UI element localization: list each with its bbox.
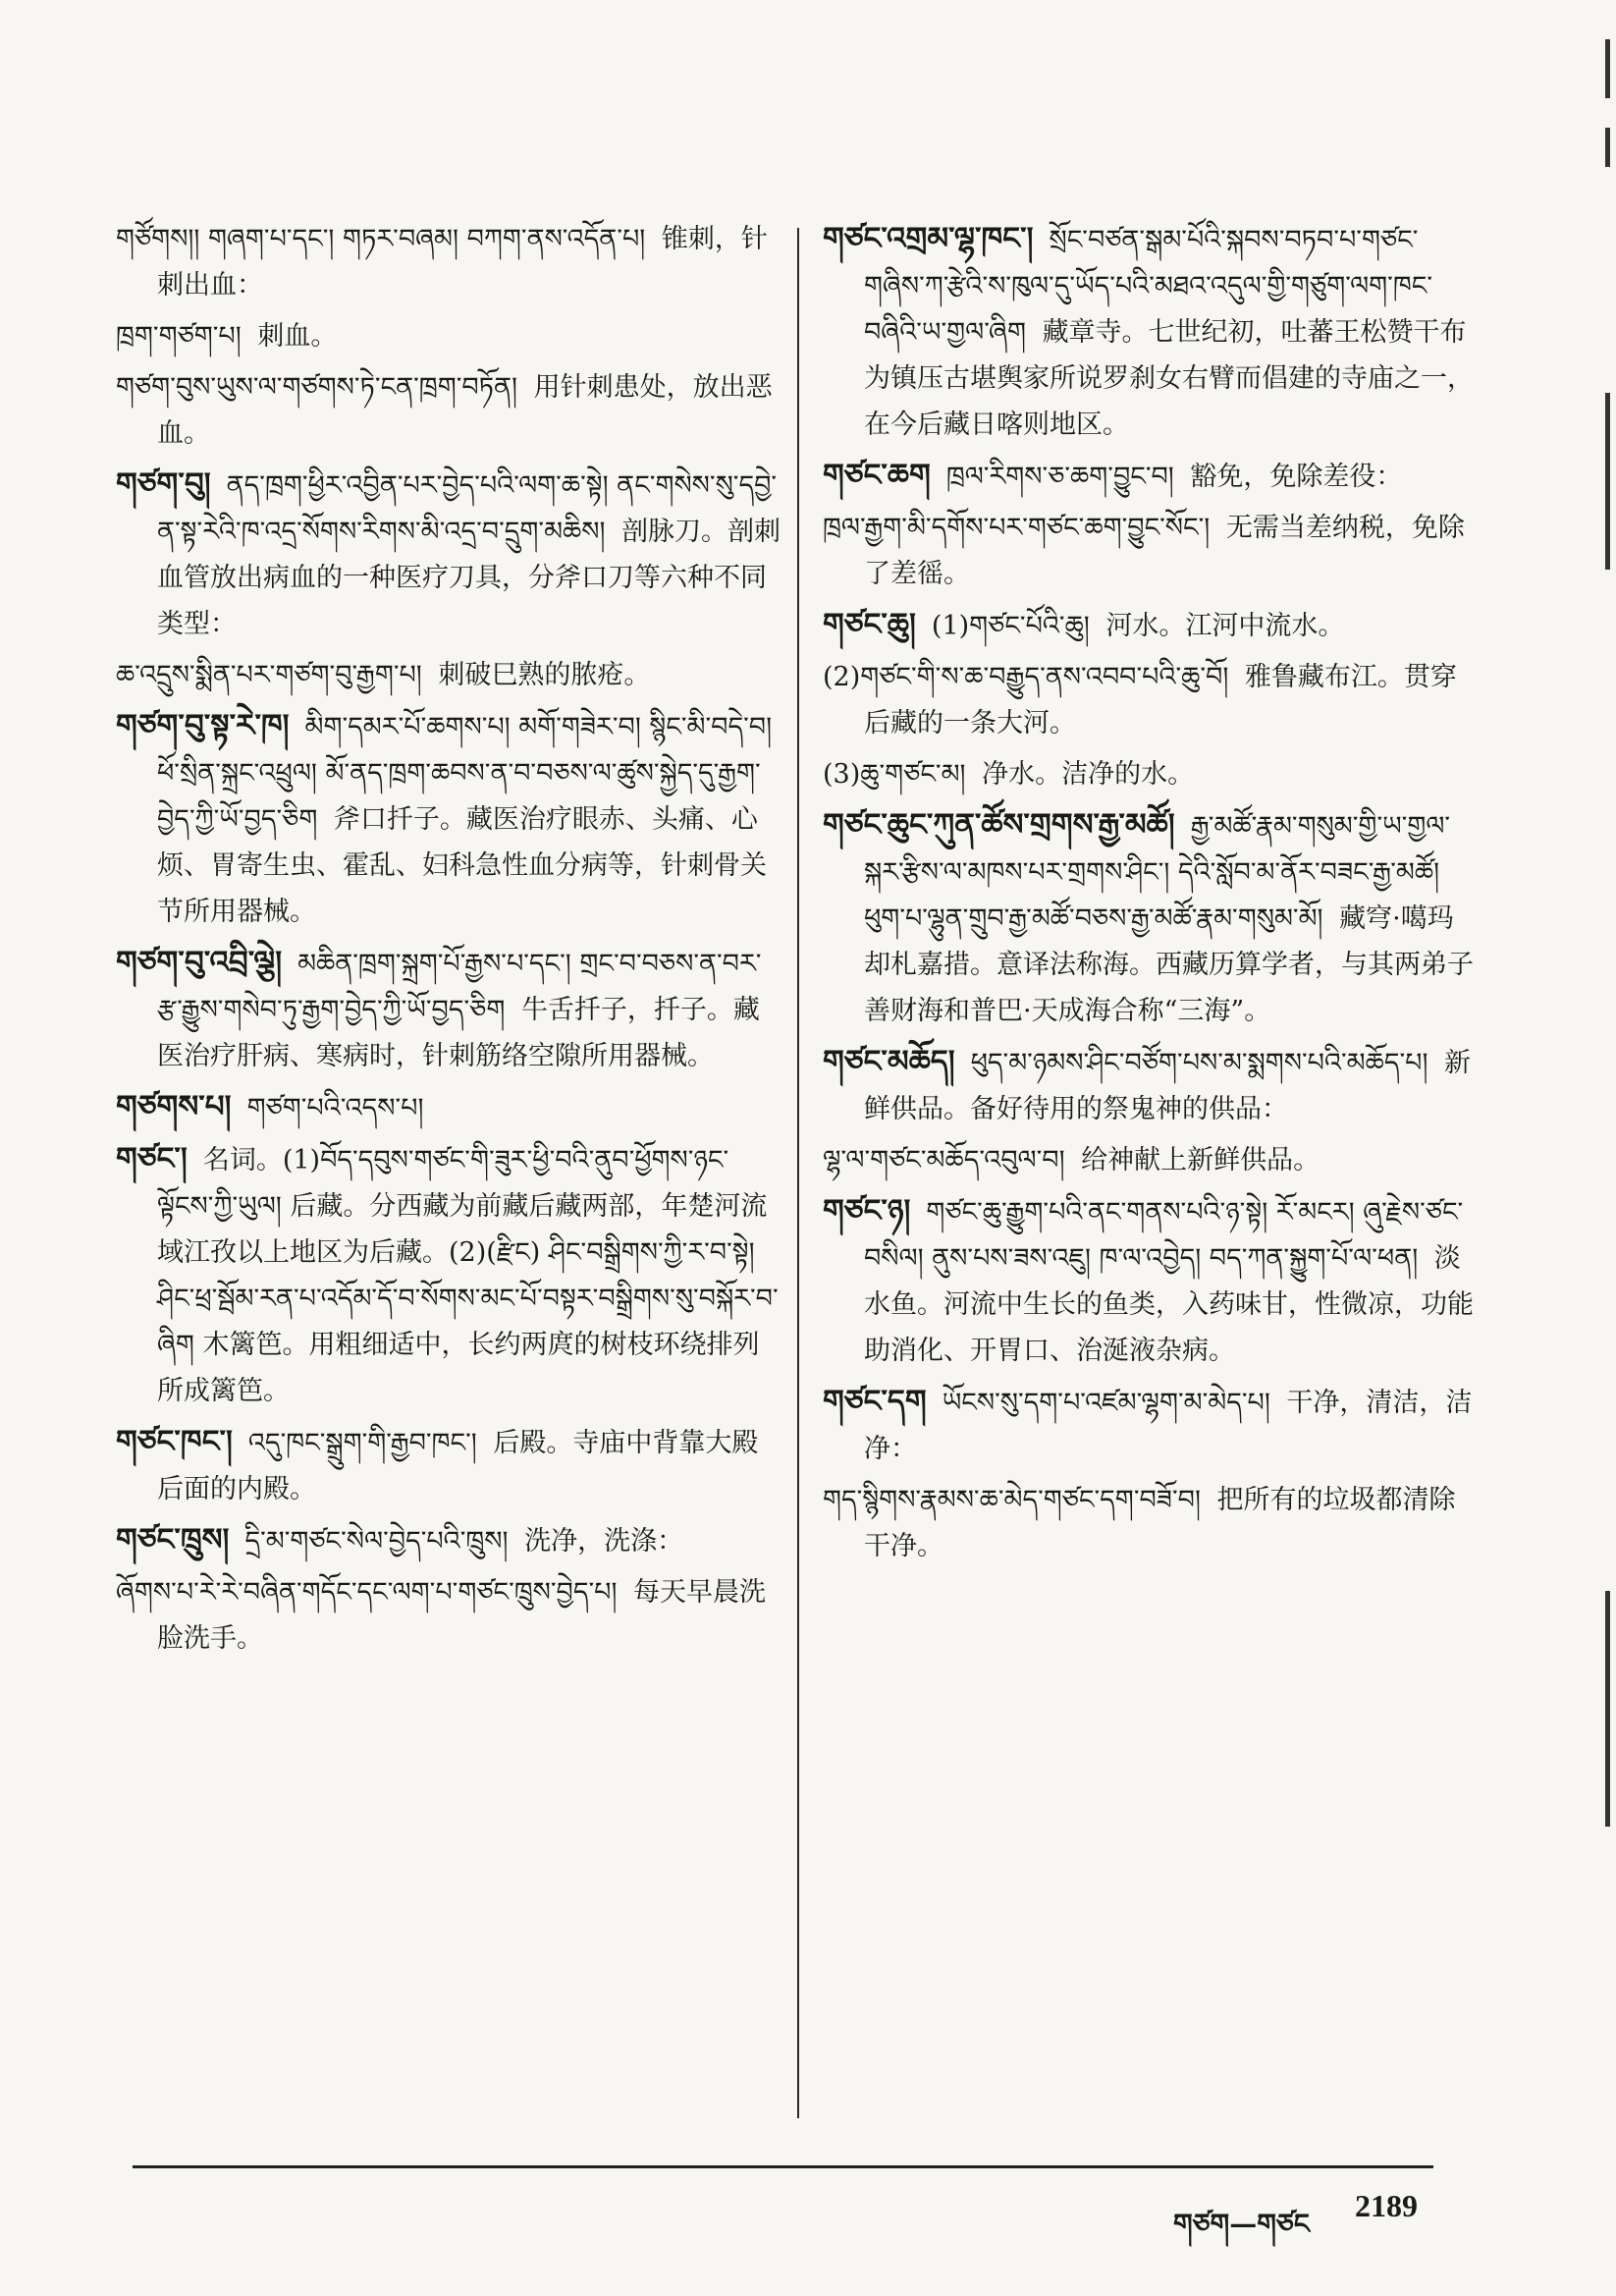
entry-headword: གཙང་འགྲམ་ལྷ་ཁང་། <box>823 221 1034 256</box>
dictionary-entry <box>823 654 1479 746</box>
dictionary-entry <box>116 216 783 308</box>
entry-chinese-gloss: 藏章寺。七世纪初，吐蕃王松赞干布为镇压古堪舆家所说罗刹女右臂而倡建的寺庙之一，在今后藏日喀则地区。 <box>864 317 1474 440</box>
dictionary-entry <box>116 1569 783 1662</box>
entry-chinese-gloss: 名词。(1)བོད་དབུས་གཙང་གི་ཟུར་ཕྱི་བའི་ནུབ་ཕྱོགས་ཉང་ལྟོངས་ཀྱི་ཡུལ། 后藏。分西藏为前藏后藏两部，年楚河流域江孜以上地区为后藏。(2)(རྫིང) ཤིང་བསྒྲིགས་ཀྱི་ར་བ་སྟེ། ཤིང་ཕྲ་སྦོམ་རན་པ་འདོམ་དོ་བ་སོགས་མང་པོ་བསྟར་བསྒྲིགས་སུ་བསྐོར་བ་ཞིག 木篱笆。用粗细适中，长约两庹的树枝环绕排列所成篱笆。 <box>157 1145 779 1406</box>
entry-tibetan-definition: གཙག་བུས་ཡུས་ལ་གཙགས་ཏེ་ངན་ཁྲག་བཏོན། <box>116 372 526 403</box>
entry-tibetan-definition: དྲི་མ་གཙང་སེལ་བྱེད་པའི་ཁྲུས། <box>244 1526 517 1557</box>
dictionary-entry <box>823 602 1479 649</box>
entry-tibetan-definition: གཙང་ཆུ་རྒྱུག་པའི་ནང་གནས་པའི་ཉ་སྟེ། རོ་མངར། ཞུ་རྗེས་ཙང་བསིལ། ནུས་པས་ཟས་འཇུ། ཁ་ལ་འབྱེད། བད་ཀན་སྐྱུག་པོ་ལ་ཕན། <box>864 1197 1464 1274</box>
dictionary-entry <box>116 1136 783 1414</box>
page-headword-range: གཙག—གཙང <box>1173 2208 1310 2240</box>
entry-headword: གཙང་ཆག <box>823 458 931 493</box>
dictionary-entry <box>116 313 783 359</box>
entry-chinese-gloss: 剖脉刀。剖刺血管放出病血的一种医疗刀具，分斧口刀等六种不同类型： <box>157 517 781 639</box>
entry-headword: གཙག་བུ། <box>116 466 211 502</box>
entry-chinese-gloss: 豁免，免除差役： <box>1190 462 1403 492</box>
entry-chinese-gloss: 用针刺患处，放出恶血。 <box>157 372 773 449</box>
entry-chinese-gloss: 淡水鱼。河流中生长的鱼类，入药味甘，性微凉，功能助消化、开胃口、治涎液杂病。 <box>864 1243 1474 1366</box>
entry-headword: གཙང་ཁྲུས། <box>116 1522 230 1558</box>
entry-tibetan-definition: ཕུད་མ་ཉམས་ཤིང་བཙོག་པས་མ་སྨགས་པའི་མཆོད་པ། <box>970 1048 1437 1078</box>
entry-chinese-gloss: 锥刺，针刺出血： <box>157 224 768 301</box>
dictionary-entry <box>823 216 1479 448</box>
entry-tibetan-definition: ཞོགས་པ་རེ་རེ་བཞིན་གདོང་དང་ལག་པ་གཙང་ཁྲུས་བྱེད་པ། <box>116 1577 626 1608</box>
entry-tibetan-definition: གད་སྙིགས་རྣམས་ཆ་མེད་གཙང་དག་བཟོ་བ། <box>823 1485 1210 1515</box>
entry-tibetan-definition: ལྷ་ལ་གཙང་མཆོད་འབུལ་བ། <box>823 1145 1074 1175</box>
entry-chinese-gloss: 净水。洁净的水。 <box>982 759 1195 790</box>
entry-chinese-gloss: 斧口扦子。藏医治疗眼赤、头痛、心烦、胃寄生虫、霍乱、妇科急性血分病等，针刺骨关节所用器械。 <box>157 804 767 927</box>
entry-headword: གཙག་བུ་འབྲི་ལྕེ། <box>116 945 283 980</box>
entry-chinese-gloss: 牛舌扦子，扦子。藏医治疗肝病、寒病时，针刺筋络空隙所用器械。 <box>157 995 760 1071</box>
footer-rule <box>133 2165 1433 2168</box>
entry-chinese-gloss: 把所有的垃圾都清除干净。 <box>864 1485 1456 1561</box>
dictionary-entry <box>116 940 783 1079</box>
entry-chinese-gloss: 干净，清洁，洁净： <box>864 1388 1473 1464</box>
entry-chinese-gloss: 藏穹·噶玛却札嘉措。意译法称海。西藏历算学者，与其两弟子善财海和普巴·天成海合称“三海”。 <box>864 903 1474 1026</box>
entry-tibetan-definition: ཁྲག་གཙག་པ། <box>116 321 250 352</box>
left-column <box>116 216 783 2126</box>
entry-tibetan-definition: ཁྲལ་རིགས་ཅ་ཆག་བྱུང་བ། <box>945 462 1183 492</box>
entry-tibetan-definition: (3)ཆུ་གཙང་མ། <box>823 759 975 790</box>
dictionary-entry <box>823 1039 1479 1132</box>
entry-chinese-gloss: 雅鲁藏布江。贯穿后藏的一条大河。 <box>864 662 1457 738</box>
entry-tibetan-definition: (2)གཙང་གི་ས་ཆ་བརྒྱུད་ནས་འབབ་པའི་ཆུ་བོ། <box>823 662 1237 692</box>
entry-chinese-gloss: 给神献上新鲜供品。 <box>1081 1145 1320 1175</box>
entry-headword: གཙང་དག <box>823 1384 927 1419</box>
dictionary-entry <box>823 1137 1479 1183</box>
entry-chinese-gloss: 新鲜供品。备好待用的祭鬼神的供品： <box>864 1048 1472 1124</box>
entry-chinese-gloss: 河水。江河中流水。 <box>1105 611 1345 641</box>
entry-chinese-gloss: 无需当差纳税，免除了差徭。 <box>864 513 1465 589</box>
dictionary-entry <box>116 652 783 698</box>
entry-tibetan-definition: སྲོང་བཙན་སྒམ་པོའི་སྐབས་བཏབ་པ་གཙང་གཞིས་ཀ་རྩེའི་ས་ཁུལ་དུ་ཡོད་པའི་མཐའ་འདུལ་གྱི་གཙུག་ལག་ཁང་བཞིའི་ཡ་གྱལ་ཞིག <box>864 225 1432 348</box>
dictionary-entry <box>823 1379 1479 1472</box>
entry-tibetan-definition: འདུ་ཁང་སྒྲུག་གི་རྒྱབ་ཁང་། <box>247 1428 486 1458</box>
entry-chinese-gloss: 后殿。寺庙中背靠大殿后面的内殿。 <box>157 1428 759 1504</box>
dictionary-entry <box>116 462 783 647</box>
entry-tibetan-definition: ནད་ཁྲག་ཕྱིར་འབྱིན་པར་བྱེད་པའི་ལག་ཆ་སྟེ། ནང་གསེས་སུ་དབྱེ་ན་སྟ་རེའི་ཁ་འདྲ་སོགས་རིགས་མི་འདྲ་བ་དྲུག་མཆིས། <box>157 470 778 547</box>
entry-tibetan-definition: (1)གཙང་པོའི་ཆུ། <box>931 611 1099 641</box>
entry-headword: གཙག་བུ་སྟ་རེ་ཁ། <box>116 708 290 743</box>
dictionary-entry <box>116 1084 783 1131</box>
entry-headword: གཙང་ཆུ། <box>823 607 916 642</box>
dictionary-entry <box>823 453 1479 500</box>
dictionary-entry <box>116 703 783 935</box>
dictionary-entry <box>116 1517 783 1564</box>
dictionary-entry <box>116 1419 783 1512</box>
entry-tibetan-definition: གཙག་པའི་འདས་པ། <box>246 1093 424 1123</box>
entry-tibetan-definition: རྒྱ་མཚོ་རྣམ་གསུམ་གྱི་ཡ་གྱལ་སྐར་རྩིས་ལ་མཁས་པར་གྲགས་ཤིང་། དེའི་སློབ་མ་ནོར་བཟང་རྒྱ་མཚོ། ཕུག་པ་ལྷུན་གྲུབ་རྒྱ་མཚོ་བཅས་རྒྱ་མཚོ་རྣམ་གསུམ་མོ། <box>864 811 1451 934</box>
entry-headword: གཙང་ཆུང་ཀུན་ཚོས་གྲགས་རྒྱ་མཚོ། <box>823 807 1175 843</box>
entry-chinese-gloss: 每天早晨洗脸洗手。 <box>157 1577 767 1654</box>
column-divider <box>797 228 799 2118</box>
entry-headword: གཙང་ཉ། <box>823 1193 911 1229</box>
page-number: 2189 <box>1355 2188 1418 2223</box>
entry-headword: གཙང་མཆོད། <box>823 1044 955 1079</box>
dictionary-entry <box>823 505 1479 597</box>
entry-tibetan-definition: གཙོགས།། གཞག་པ་དང་། གཏར་བཞམ། བཀག་ནས་འདོན་པ། <box>116 224 654 254</box>
entry-tibetan-definition: ཁྲལ་རྒྱག་མི་དགོས་པར་གཙང་ཆག་བྱུང་སོང་། <box>823 513 1218 543</box>
entry-headword: གཙང་། <box>116 1141 188 1176</box>
dictionary-entry <box>823 751 1479 797</box>
dictionary-entry <box>116 364 783 457</box>
dictionary-entry <box>823 802 1479 1034</box>
entry-tibetan-definition: མཆིན་ཁྲག་སྐྲག་པོ་རྒྱས་པ་དང་། གྲང་བ་བཅས་ན་བར་རྩ་རྒྱུས་གསེབ་ཏུ་རྒྱག་བྱེད་ཀྱི་ཡོ་བྱད་ཅིག <box>157 949 762 1025</box>
scan-edge-marks <box>1598 0 1614 2296</box>
entry-chinese-gloss: 刺血。 <box>257 321 338 352</box>
entry-tibetan-definition: ཆ་འདྲུས་སྨིན་པར་གཙག་བུ་རྒྱག་པ། <box>116 660 431 690</box>
dictionary-entry <box>823 1188 1479 1374</box>
entry-chinese-gloss: 洗净，洗涤： <box>524 1526 684 1557</box>
right-column <box>823 216 1479 2126</box>
entry-tibetan-definition: ཡོངས་སུ་དག་པ་འཛམ་ལྷག་མ་མེད་པ། <box>942 1388 1279 1418</box>
entry-chinese-gloss: 刺破巳熟的脓疮。 <box>438 660 651 690</box>
dictionary-entry <box>823 1477 1479 1569</box>
entry-headword: གཙགས་པ། <box>116 1089 232 1124</box>
entry-headword: གཙང་ཁང་། <box>116 1424 233 1459</box>
entry-tibetan-definition: མིག་དམར་པོ་ཆགས་པ། མགོ་གཟེར་བ། སྙིང་མི་བདེ་བ། ཕོ་སྲིན་སྐྲང་འཕྲུལ། མོ་ནད་ཁྲག་ཆབས་ན་བ་བཅས་ལ་ཚུས་སྐྱེད་དུ་རྒྱག་བྱེད་ཀྱི་ཡོ་བྱད་ཅིག <box>157 712 773 835</box>
